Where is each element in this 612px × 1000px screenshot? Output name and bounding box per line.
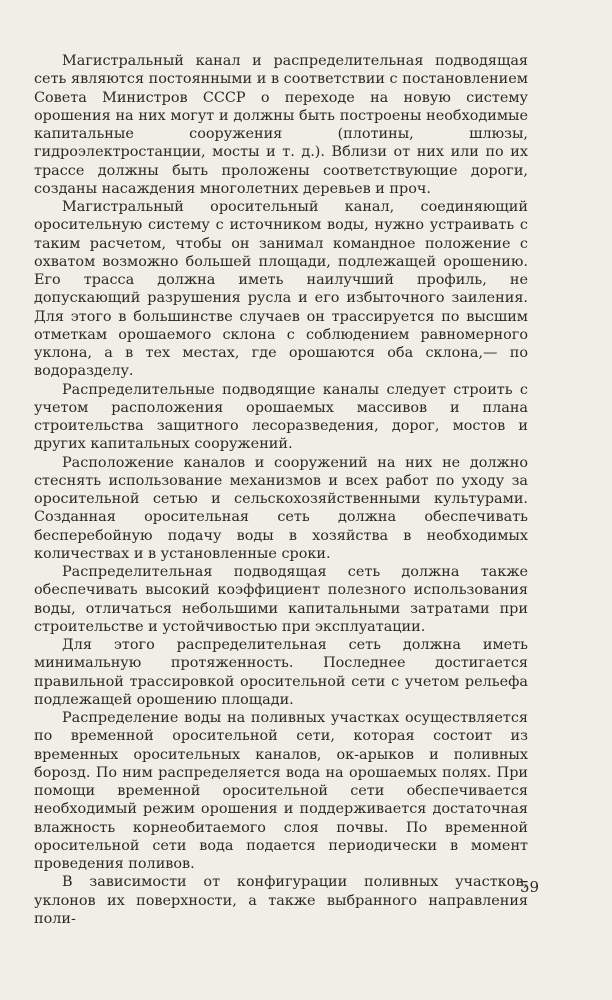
paragraph-8: В зависимости от конфигурации поливных участков, уклонов их поверхности, а также выбранного направления поли- — [34, 874, 528, 927]
paragraph-7: Распределение воды на поливных участках осуществляется по временной оросительной сети, которая состоит из временных оросительных каналов, ок-арыков и поливных борозд. По ним распределяется вода на орошаемых полях. При помощи временной оросительной сети обеспечивается необходимый режим орошения и поддерживается достаточная влажность корнеобитаемого слоя почвы. По временной оросительной сети вода подается периодически в момент проведения поливов. — [34, 710, 528, 872]
page-number: 59 — [520, 878, 540, 896]
paragraph-4: Расположение каналов и сооружений на них не должно стеснять использование механизмов и всех работ по уходу за оросительной сетью и сельскохозяйственными культурами. Созданная оросительная сеть должна обеспечивать бесперебойную подачу воды в хозяйства в необходимых количествах и в установленные сроки. — [34, 454, 528, 562]
body-text — [34, 52, 528, 928]
paragraph-5: Распределительная подводящая сеть должна также обеспечивать высокий коэффициент полезного использования воды, отличаться небольшими капитальными затратами при строительстве и устойчивостью при эксплуатации. — [34, 564, 528, 635]
paragraph-3: Распределительные подводящие каналы следует строить с учетом расположения орошаемых массивов и плана строительства защитного лесоразведения, дорог, мостов и других капитальных сооружений. — [34, 381, 528, 453]
paragraph-1: Магистральный канал и распределительная подводящая сеть являются постоянными и в соответствии с постановлением Совета Министров СССР о переходе на новую систему орошения на них могут и должны быть построены необходимые капитальные сооружения (плотины, шлюзы, гидроэлектростанции, мосты и т. д.). Вблизи от них или по их трассе должны быть проложены соответствующие дороги, созданы насаждения многолетних деревьев и проч. — [34, 53, 528, 197]
paragraph-2: Магистральный оросительный канал, соединяющий оросительную систему с источником воды, нужно устраивать с таким расчетом, чтобы он занимал командное положение с охватом возможно большей площади, подлежащей орошению. Его трасса должна иметь наилучший профиль, не допускающий разрушения русла и его избыточного заиления. Для этого в большинстве случаев он трассируется по высшим отметкам орошаемого склона с соблюдением равномерного уклона, а в тех местах, где орошаются оба склона,— по водоразделу. — [34, 199, 528, 380]
paragraph-6: Для этого распределительная сеть должна иметь минимальную протяженность. Последнее достигается правильной трассировкой оросительной сети с учетом рельефа подлежащей орошению площади. — [34, 637, 528, 708]
